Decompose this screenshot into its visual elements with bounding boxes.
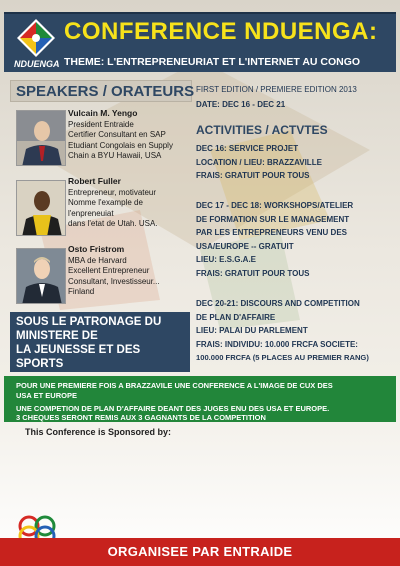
speaker-portrait-icon [17, 181, 66, 236]
activity-line: DEC 16: SERVICE PROJET [196, 144, 299, 153]
activity-block [196, 201, 396, 279]
edition-info [196, 85, 396, 110]
speaker-line: President Entraide [68, 120, 134, 129]
speaker-line: Etudiant Congolais en Supply [68, 140, 173, 150]
speaker-photo [16, 248, 66, 304]
speaker-portrait-icon [17, 111, 66, 166]
speaker-portrait-icon [17, 249, 66, 304]
footer-banner: ORGANISEE PAR ENTRAIDE [0, 538, 400, 566]
date-line: DATE: DEC 16 - DEC 21 [196, 99, 286, 109]
activity-line: DEC 20-21: DISCOURS AND COMPETITION [196, 299, 360, 308]
brand-label: NDUENGA [14, 59, 60, 69]
announcement-line: 3 CHEQUES SERONT REMIS AUX 3 GAGNANTS DE LA COMPETITION [16, 413, 266, 422]
activity-line: LIEU: E.S.G.A.E [196, 255, 257, 264]
speaker-line: Chain a BYU Hawaii, USA [68, 151, 162, 161]
speaker-photo [16, 110, 66, 166]
speaker-line: Excellent Entrepreneur [68, 266, 150, 276]
activity-line: DEC 17 - DEC 18: WORKSHOPS/ATELIER [196, 201, 354, 210]
announcement-line: USA ET EUROPE [16, 391, 77, 400]
speaker-line: l'enpreneuiat [68, 208, 114, 218]
speaker-line: Consultant, Investisseur... [68, 276, 160, 286]
activity-line: LOCATION / LIEU: BRAZZAVILLE [196, 157, 322, 167]
activity-line: DE FORMATION SUR LE MANAGEMENT [196, 214, 350, 224]
announcement-line: POUR UNE PREMIERE FOIS A BRAZZAVILE UNE CONFERENCE A L'IMAGE DE CUX DES [16, 381, 333, 390]
activity-line: FRAIS: GRATUIT POUR TOUS [196, 268, 310, 278]
sponsored-label: This Conference is Sponsored by: [25, 427, 172, 437]
speaker-description [68, 120, 196, 162]
announcement-band [4, 376, 396, 422]
speaker-line: dans l'etat de Utah. USA. [68, 219, 158, 229]
announcement-line: UNE COMPETION DE PLAN D'AFFAIRE DEANT DES JUGES ENU DES USA ET EUROPE. [16, 404, 330, 413]
activity-line: 100.000 FRCFA (5 PLACES AU PREMIER RANG) [196, 353, 369, 362]
speaker-line: Finland [68, 287, 95, 297]
activity-line: DE PLAN D'AFFAIRE [196, 312, 276, 322]
speaker-line: MBA de Harvard [68, 256, 127, 265]
speaker-name: Vulcain M. Yengo [68, 108, 138, 118]
activity-block [196, 299, 396, 364]
entraide-logo-icon [16, 18, 56, 58]
edition-line: FIRST EDITION / PREMIERE EDITION 2013 [196, 85, 357, 94]
speaker-line: Nomme l'example de [68, 198, 143, 208]
speaker-line: Certifier Consultant en SAP [68, 130, 166, 140]
activity-line: FRAIS: GRATUIT POUR TOUS [196, 171, 310, 180]
speaker-description [68, 256, 196, 298]
activities-title: ACTIVITIES / ACTVTES [196, 123, 328, 137]
speaker-description [68, 188, 196, 230]
speaker-name: Osto Fristrom [68, 244, 125, 254]
activity-line: PAR LES ENTREPRENEURS VENU DES [196, 228, 347, 237]
patronage-line: SOUS LE PATRONAGE DU [16, 316, 162, 328]
patronage-box [10, 312, 190, 372]
activity-block [196, 144, 396, 182]
page-title: CONFERENCE NDUENGA: [64, 18, 378, 45]
activity-line: FRAIS: INDIVIDU: 10.000 FRCFA SOCIETE: [196, 339, 358, 349]
speaker-line: Entrepreneur, motivateur [68, 188, 157, 197]
header-banner [4, 12, 396, 72]
activity-line: LIEU: PALAI DU PARLEMENT [196, 326, 308, 335]
theme-text: THEME: L'ENTREPRENEURIAT ET L'INTERNET AU CONGO [64, 56, 361, 68]
speaker-photo [16, 180, 66, 236]
patronage-line: MINISTERE DE [16, 330, 98, 342]
patronage-line: LA JEUNESSE ET DES [16, 344, 141, 356]
patronage-line: SPORTS [16, 358, 64, 370]
activity-line: USA/EUROPE -- GRATUIT [196, 241, 294, 251]
speakers-heading: SPEAKERS / ORATEURS [10, 80, 192, 102]
speaker-name: Robert Fuller [68, 176, 121, 186]
